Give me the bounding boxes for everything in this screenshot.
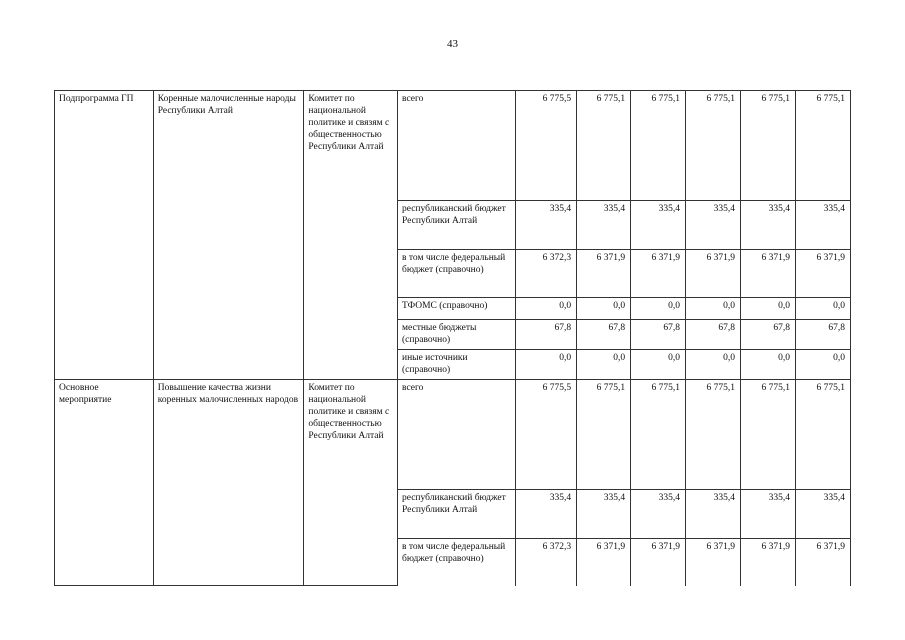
value-cell: 0,0 (740, 298, 795, 320)
row-type-cell: Подпрограмма ГП (55, 91, 154, 380)
executor-cell: Комитет по национальной политике и связям с общественностью Республики Алтай (304, 380, 398, 586)
value-cell: 0,0 (795, 298, 850, 320)
value-cell: 335,4 (577, 490, 631, 539)
table-row (55, 91, 851, 201)
value-cell: 6 371,9 (686, 539, 741, 586)
value-cell: 67,8 (631, 320, 686, 350)
value-cell: 67,8 (516, 320, 577, 350)
value-cell: 0,0 (795, 350, 850, 380)
value-cell: 0,0 (686, 298, 741, 320)
budget-table (54, 90, 851, 586)
value-cell: 67,8 (686, 320, 741, 350)
value-cell: 0,0 (516, 350, 577, 380)
value-cell: 6 775,1 (686, 91, 741, 201)
value-cell: 0,0 (631, 350, 686, 380)
value-cell: 67,8 (577, 320, 631, 350)
row-type-cell: Основное мероприятие (55, 380, 154, 586)
value-cell: 335,4 (686, 201, 741, 250)
value-cell: 6 371,9 (740, 539, 795, 586)
value-cell: 335,4 (516, 201, 577, 250)
value-cell: 6 775,1 (577, 380, 631, 490)
funding-source-cell: местные бюджеты (справочно) (398, 320, 516, 350)
funding-source-cell: республиканский бюджет Республики Алтай (398, 201, 516, 250)
value-cell: 67,8 (795, 320, 850, 350)
page-number: 43 (447, 38, 458, 50)
row-name-cell: Коренные малочисленные народы Республики Алтай (153, 91, 304, 380)
value-cell: 0,0 (577, 350, 631, 380)
executor-cell: Комитет по национальной политике и связям с общественностью Республики Алтай (304, 91, 398, 380)
value-cell: 6 372,3 (516, 539, 577, 586)
table-row (55, 380, 851, 490)
value-cell: 335,4 (686, 490, 741, 539)
value-cell: 6 371,9 (631, 539, 686, 586)
value-cell: 335,4 (631, 201, 686, 250)
funding-source-cell: в том числе федеральный бюджет (справочно) (398, 539, 516, 586)
value-cell: 335,4 (795, 201, 850, 250)
value-cell: 0,0 (577, 298, 631, 320)
value-cell: 335,4 (516, 490, 577, 539)
value-cell: 6 775,1 (631, 91, 686, 201)
funding-source-cell: в том числе федеральный бюджет (справочно) (398, 250, 516, 298)
funding-source-cell: всего (398, 380, 516, 490)
value-cell: 6 775,1 (740, 91, 795, 201)
value-cell: 335,4 (740, 490, 795, 539)
value-cell: 335,4 (740, 201, 795, 250)
value-cell: 0,0 (686, 350, 741, 380)
funding-source-cell: ТФОМС (справочно) (398, 298, 516, 320)
value-cell: 6 371,9 (795, 250, 850, 298)
value-cell: 67,8 (740, 320, 795, 350)
value-cell: 6 371,9 (740, 250, 795, 298)
value-cell: 6 775,5 (516, 91, 577, 201)
value-cell: 0,0 (631, 298, 686, 320)
row-name-cell: Повышение качества жизни коренных малочисленных народов (153, 380, 304, 586)
value-cell: 6 775,1 (577, 91, 631, 201)
value-cell: 6 372,3 (516, 250, 577, 298)
value-cell: 335,4 (577, 201, 631, 250)
value-cell: 6 371,9 (631, 250, 686, 298)
value-cell: 0,0 (516, 298, 577, 320)
funding-source-cell: всего (398, 91, 516, 201)
value-cell: 0,0 (740, 350, 795, 380)
funding-source-cell: иные источники (справочно) (398, 350, 516, 380)
value-cell: 6 775,1 (740, 380, 795, 490)
value-cell: 6 775,1 (795, 91, 850, 201)
value-cell: 335,4 (631, 490, 686, 539)
value-cell: 6 371,9 (795, 539, 850, 586)
value-cell: 6 775,5 (516, 380, 577, 490)
value-cell: 6 371,9 (577, 539, 631, 586)
value-cell: 6 775,1 (686, 380, 741, 490)
value-cell: 6 775,1 (795, 380, 850, 490)
value-cell: 335,4 (795, 490, 850, 539)
funding-source-cell: республиканский бюджет Республики Алтай (398, 490, 516, 539)
value-cell: 6 371,9 (686, 250, 741, 298)
value-cell: 6 371,9 (577, 250, 631, 298)
value-cell: 6 775,1 (631, 380, 686, 490)
